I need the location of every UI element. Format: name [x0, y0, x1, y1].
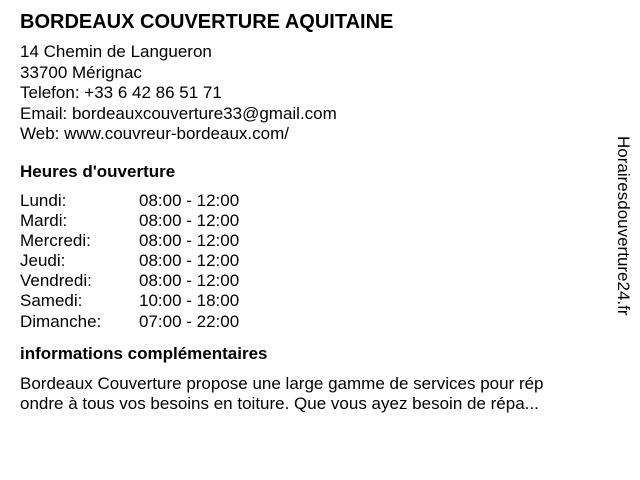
- day-label: Dimanche:: [20, 311, 102, 331]
- hours-row-mercredi: [20, 231, 620, 251]
- day-label: Mardi:: [20, 210, 68, 230]
- time-range: 10:00 - 18:00: [139, 291, 240, 311]
- business-card: [20, 10, 620, 415]
- phone-number[interactable]: Telefon: +33 6 42 86 51 71: [20, 83, 222, 102]
- hours-row-samedi: [20, 291, 620, 311]
- brand-watermark: [612, 136, 636, 346]
- day-label: Lundi:: [20, 190, 67, 210]
- street-address: 14 Chemin de Langueron: [20, 42, 212, 61]
- time-range: 08:00 - 12:00: [139, 210, 240, 230]
- description-line: ondre à tous vos besoins en toiture. Que vous ayez besoin de répa...: [20, 394, 539, 414]
- day-label: Mercredi:: [20, 230, 91, 250]
- info-heading: informations complémentaires: [20, 343, 268, 363]
- hours-row-dimanche: [20, 312, 620, 332]
- hours-heading: Heures d'ouverture: [20, 161, 176, 181]
- brand-text: Horairesdouverture24.fr: [614, 136, 633, 316]
- day-label: Vendredi:: [20, 271, 92, 291]
- description-line: Bordeaux Couverture propose une large gamme de services pour rép: [20, 373, 544, 393]
- address-block: [20, 42, 620, 145]
- hours-row-mardi: [20, 211, 620, 231]
- day-label: Jeudi:: [20, 251, 66, 271]
- website-link[interactable]: Web: www.couvreur-bordeaux.com/: [20, 124, 289, 143]
- day-label: Samedi:: [20, 291, 83, 311]
- description-block: [20, 374, 620, 415]
- hours-row-lundi: [20, 191, 620, 211]
- business-name: BORDEAUX COUVERTURE AQUITAINE: [20, 11, 394, 33]
- time-range: 08:00 - 12:00: [139, 251, 240, 271]
- time-range: 08:00 - 12:00: [139, 190, 240, 210]
- time-range: 08:00 - 12:00: [139, 271, 240, 291]
- email-address[interactable]: Email: bordeauxcouverture33@gmail.com: [20, 103, 337, 123]
- time-range: 08:00 - 12:00: [139, 230, 240, 250]
- city-postal: 33700 Mérignac: [20, 62, 142, 82]
- time-range: 07:00 - 22:00: [139, 311, 240, 331]
- hours-row-vendredi: [20, 271, 620, 291]
- hours-table: [20, 191, 620, 332]
- hours-row-jeudi: [20, 251, 620, 271]
